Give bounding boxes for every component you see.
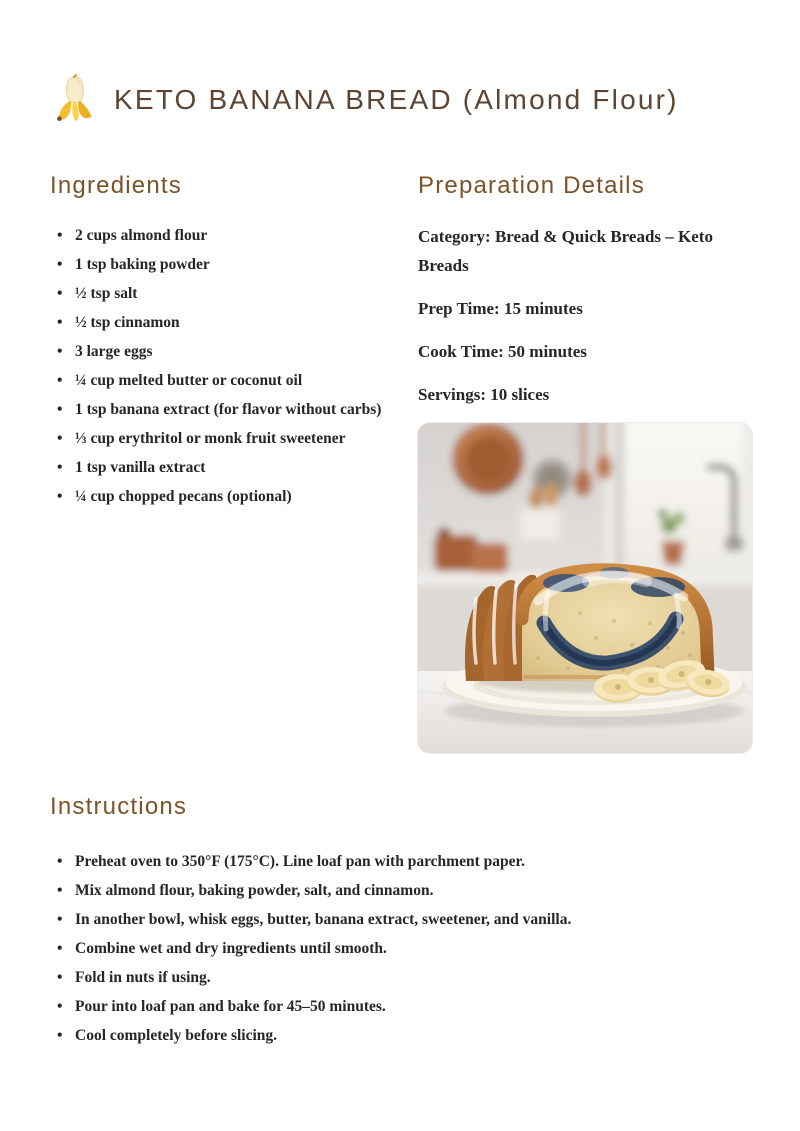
- ingredient-item: • 1 tsp vanilla extract: [50, 457, 410, 479]
- preparation-detail: Servings: 10 slices: [418, 385, 550, 404]
- preparation-detail: Category: Bread & Quick Breads – Keto Breads: [418, 227, 713, 275]
- preparation-heading: Preparation Details: [418, 172, 645, 199]
- preparation-section: [418, 172, 752, 753]
- preparation-details: [418, 222, 752, 409]
- ingredient-item: • ⅓ cup erythritol or monk fruit sweetener: [50, 428, 410, 450]
- instruction-item: • Mix almond flour, baking powder, salt, and cinnamon.: [50, 880, 760, 901]
- ingredient-item: • 3 large eggs: [50, 341, 410, 363]
- instructions-section: [50, 793, 760, 1054]
- ingredient-item: • 2 cups almond flour: [50, 225, 410, 247]
- banana-icon: [50, 74, 100, 126]
- instruction-item: • Combine wet and dry ingredients until smooth.: [50, 938, 760, 959]
- ingredient-item: • 1 tsp banana extract (for flavor without carbs): [50, 399, 410, 421]
- preparation-detail: Cook Time: 50 minutes: [418, 342, 587, 361]
- ingredients-list: [50, 225, 410, 508]
- ingredient-item: • ½ tsp cinnamon: [50, 312, 410, 334]
- ingredient-item: • 1 tsp baking powder: [50, 254, 410, 276]
- instructions-heading: Instructions: [50, 793, 188, 820]
- instruction-item: • In another bowl, whisk eggs, butter, banana extract, sweetener, and vanilla.: [50, 909, 760, 930]
- ingredients-heading: Ingredients: [50, 172, 182, 199]
- recipe-header: [50, 74, 679, 126]
- ingredients-section: [50, 172, 410, 515]
- instructions-list: [50, 851, 760, 1046]
- instruction-item: • Pour into loaf pan and bake for 45–50 minutes.: [50, 996, 760, 1017]
- ingredient-item: • ½ tsp salt: [50, 283, 410, 305]
- page-title: KETO BANANA BREAD (Almond Flour): [114, 84, 679, 115]
- instruction-item: • Fold in nuts if using.: [50, 967, 760, 988]
- instruction-item: • Preheat oven to 350°F (175°C). Line loaf pan with parchment paper.: [50, 851, 760, 872]
- ingredient-item: • ¼ cup chopped pecans (optional): [50, 486, 410, 508]
- instruction-item: • Cool completely before slicing.: [50, 1025, 760, 1046]
- banana-bread-photo: [418, 423, 752, 753]
- preparation-detail: Prep Time: 15 minutes: [418, 299, 583, 318]
- ingredient-item: • ¼ cup melted butter or coconut oil: [50, 370, 410, 392]
